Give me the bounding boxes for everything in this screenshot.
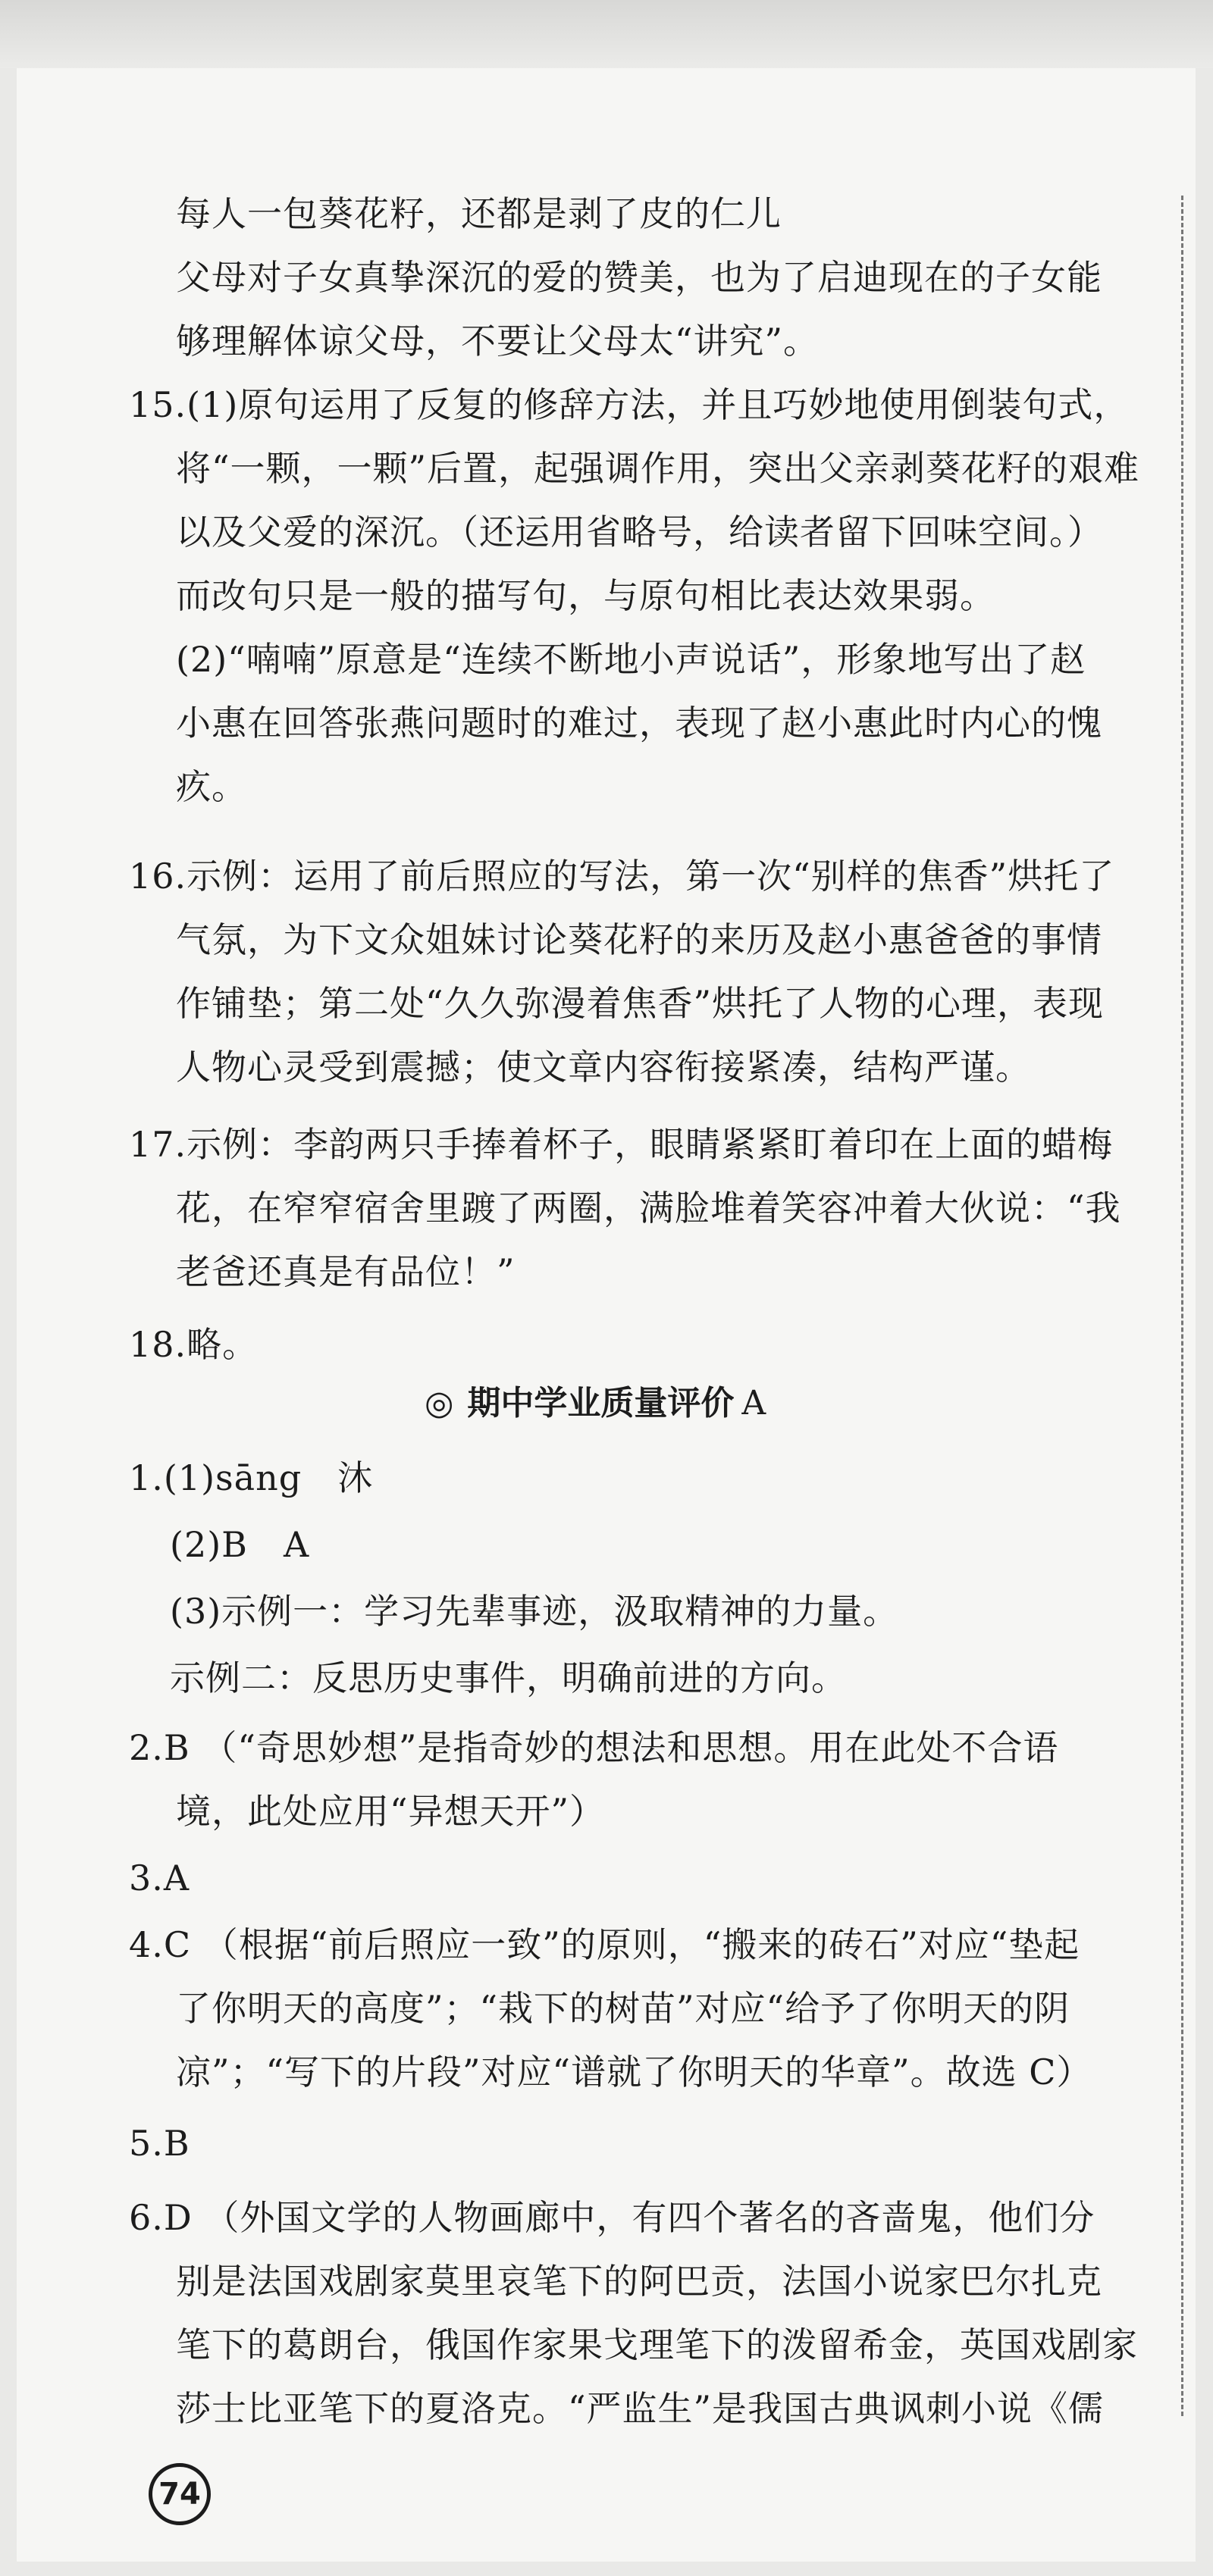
text-line: 父母对子女真挚深沉的爱的赞美，也为了启迪现在的子女能 (176, 257, 1102, 298)
text-line: 小惠在回答张燕问题时的难过，表现了赵小惠此时内心的愧 (176, 703, 1102, 743)
text-line: 花，在窄窄宿舍里踱了两圈，满脸堆着笑容冲着大伙说：“我 (176, 1188, 1121, 1229)
page-number: 74 (149, 2463, 211, 2525)
text-line: 了你明天的高度”；“栽下的树苗”对应“给予了你明天的阴 (176, 1988, 1070, 2029)
text-line: 别是法国戏剧家莫里哀笔下的阿巴贡，法国小说家巴尔扎克 (176, 2261, 1102, 2302)
section-title-symbol: ◎ (425, 1384, 454, 1423)
text-line: 17.示例：李韵两只手捧着杯子，眼睛紧紧盯着印在上面的蜡梅 (129, 1124, 1114, 1165)
section-title (425, 1382, 766, 1425)
text-line: (3)示例一：学习先辈事迹，汲取精神的力量。 (170, 1591, 899, 1632)
text-line: 1.(1)sāng 沐 (129, 1457, 374, 1498)
text-line: 够理解体谅父母，不要让父母太“讲究”。 (176, 321, 820, 362)
text-line: 凉”；“写下的片段”对应“谱就了你明天的华章”。故选 C） (176, 2052, 1092, 2092)
text-line: 而改句只是一般的描写句，与原句相比表达效果弱。 (176, 575, 995, 616)
text-line: 将“一颗，一颗”后置，起强调作用，突出父亲剥葵花籽的艰难 (176, 448, 1140, 489)
text-line: 4.C （根据“前后照应一致”的原则，“搬来的砖石”对应“垫起 (129, 1924, 1080, 1965)
text-line: 6.D （外国文学的人物画廊中，有四个著名的吝啬鬼，他们分 (129, 2197, 1095, 2238)
text-line: 气氛，为下文众姐妹讨论葵花籽的来历及赵小惠爸爸的事情 (176, 919, 1102, 960)
top-shadow-band (0, 0, 1213, 68)
text-line: 5.B (129, 2123, 190, 2164)
text-line: 笔下的葛朗台，俄国作家果戈理笔下的泼留希金，英国戏剧家 (176, 2324, 1138, 2365)
text-line: 疚。 (176, 766, 247, 807)
section-title-suffix: A (741, 1384, 766, 1423)
text-line: 老爸还真是有品位！” (176, 1251, 516, 1292)
text-line: 18.略。 (129, 1324, 259, 1365)
text-line: 境，此处应用“异想天开”） (176, 1791, 606, 1832)
text-line: 示例二：反思历史事件，明确前进的方向。 (170, 1657, 847, 1698)
section-title-text: 期中学业质量评价 (467, 1384, 735, 1423)
text-line: (2)B A (170, 1524, 310, 1565)
binding-dashed-rule (1181, 196, 1183, 2416)
text-line: 莎士比亚笔下的夏洛克。“严监生”是我国古典讽刺小说《儒 (176, 2388, 1105, 2429)
text-line: 16.示例：运用了前后照应的写法，第一次“别样的焦香”烘托了 (129, 856, 1115, 897)
text-line: 3.A (129, 1858, 190, 1898)
page-sheet (17, 68, 1196, 2562)
text-line: 人物心灵受到震撼；使文章内容衔接紧凑，结构严谨。 (176, 1047, 1031, 1088)
text-line: 2.B （“奇思妙想”是指奇妙的想法和思想。用在此处不合语 (129, 1727, 1059, 1768)
text-line: 作铺垫；第二处“久久弥漫着焦香”烘托了人物的心理，表现 (176, 983, 1105, 1024)
text-line: 15.(1)原句运用了反复的修辞方法，并且巧妙地使用倒装句式， (129, 384, 1130, 425)
text-line: 以及父爱的深沉。（还运用省略号，给读者留下回味空间。） (176, 512, 1103, 552)
text-line: 每人一包葵花籽，还都是剥了皮的仁儿 (176, 193, 782, 234)
text-line: (2)“喃喃”原意是“连续不断地小声说话”，形象地写出了赵 (176, 639, 1086, 680)
